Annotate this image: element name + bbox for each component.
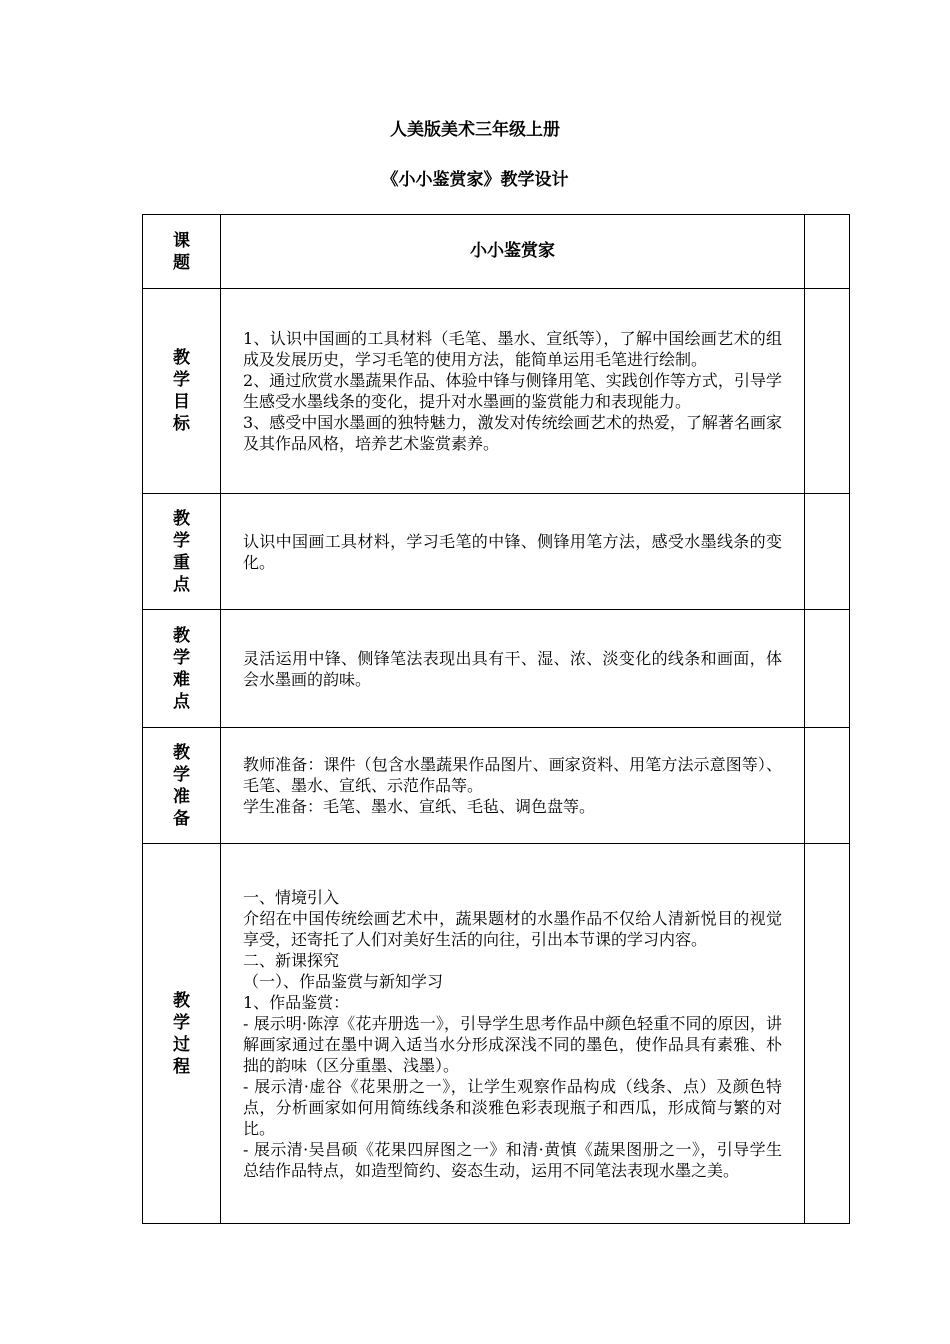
- preparation-line: 学生准备：毛笔、墨水、宣纸、毛毡、调色盘等。: [243, 797, 596, 816]
- row-process: [143, 844, 850, 1224]
- process-line: 二、新课探究: [243, 950, 340, 970]
- label-objectives: 教学目标: [143, 289, 221, 494]
- key-point-line: 认识中国画工具材料，学习毛笔的中锋、侧锋用笔方法，感受水墨线条的变化。: [243, 531, 782, 572]
- process-line: - 展示清·虚谷《花果册之一》，让学生观察作品构成（线条、点）及颜色特点，分析画家如何用简练线条和淡雅色彩表现瓶子和西瓜，形成简与繁的对比。: [243, 1076, 782, 1138]
- empty-cell: [805, 289, 850, 494]
- objectives-content: [221, 289, 805, 494]
- label-topic: 课题: [143, 215, 221, 289]
- process-line: - 展示清·吴昌硕《花果四屏图之一》和清·黄慎《蔬果图册之一》，引导学生总结作品特点，如造型简约、姿态生动，运用不同笔法表现水墨之美。: [243, 1139, 782, 1180]
- lesson-plan-table: [142, 214, 850, 1224]
- process-line: 介绍在中国传统绘画艺术中，蔬果题材的水墨作品不仅给人清新悦目的视觉享受，还寄托了人们对美好生活的向往，引出本节课的学习内容。: [243, 908, 782, 949]
- label-difficulties: 教学难点: [143, 610, 221, 728]
- row-objectives: [143, 289, 850, 494]
- preparation-content: [221, 728, 805, 844]
- label-process: 教学过程: [143, 844, 221, 1224]
- difficulty-line: 灵活运用中锋、侧锋笔法表现出具有干、湿、浓、淡变化的线条和画面，体会水墨画的韵味。: [243, 648, 782, 689]
- process-line: - 展示明·陈淳《花卉册选一》，引导学生思考作品中颜色轻重不同的原因，讲解画家通过在墨中调入适当水分形成深浅不同的墨色，使作品具有素雅、朴拙的韵味（区分重墨、浅墨）。: [243, 1013, 782, 1075]
- row-difficulties: [143, 610, 850, 728]
- empty-cell: [805, 610, 850, 728]
- process-line: （一）、作品鉴赏与新知学习: [243, 971, 444, 991]
- empty-cell: [805, 844, 850, 1224]
- label-preparation: 教学准备: [143, 728, 221, 844]
- empty-cell: [805, 494, 850, 610]
- process-content: [221, 844, 805, 1224]
- objective-line: 1、认识中国画的工具材料（毛笔、墨水、宣纸等），了解中国绘画艺术的组成及发展历史，学习毛笔的使用方法，能简单运用毛笔进行绘制。: [243, 329, 782, 369]
- row-key-points: [143, 494, 850, 610]
- difficulties-content: [221, 610, 805, 728]
- objective-line: 3、感受中国水墨画的独特魅力，激发对传统绘画艺术的热爱，了解著名画家及其作品风格，培养艺术鉴赏素养。: [243, 413, 782, 453]
- row-topic: [143, 215, 850, 289]
- process-line: 1、作品鉴赏：: [243, 992, 350, 1012]
- objective-line: 2、通过欣赏水墨蔬果作品、体验中锋与侧锋用笔、实践创作等方式，引导学生感受水墨线条的变化，提升对水墨画的鉴赏能力和表现能力。: [243, 371, 782, 411]
- key-points-content: [221, 494, 805, 610]
- empty-cell: [805, 215, 850, 289]
- label-key-points: 教学重点: [143, 494, 221, 610]
- preparation-line: 教师准备：课件（包含水墨蔬果作品图片、画家资料、用笔方法示意图等）、毛笔、墨水、宣纸、示范作品等。: [243, 755, 782, 795]
- row-preparation: [143, 728, 850, 844]
- document-title-grade: 人美版美术三年级上册: [390, 120, 560, 140]
- topic-value: 小小鉴赏家: [221, 215, 805, 289]
- empty-cell: [805, 728, 850, 844]
- process-line: 一、情境引入: [243, 887, 340, 907]
- document-title-lesson: 《小小鉴赏家》教学设计: [381, 170, 569, 190]
